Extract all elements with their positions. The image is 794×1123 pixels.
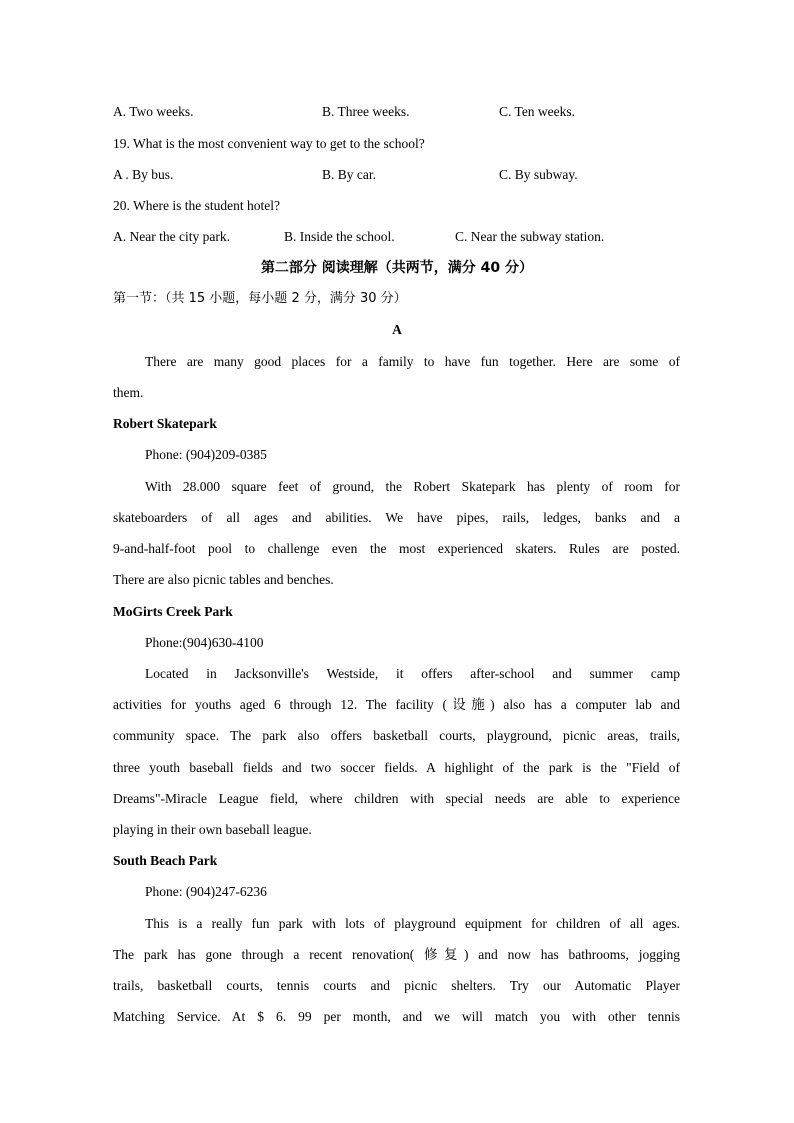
park-text-line: Matching Service. At $ 6. 99 per month, and we will match you with other tennis	[113, 1009, 680, 1024]
park-text-line: With 28.000 square feet of ground, the Robert Skatepark has plenty of room for	[145, 479, 680, 494]
park-text-line: trails, basketball courts, tennis courts and picnic shelters. Try our Automatic Player	[113, 978, 680, 993]
q19-option-c: C. By subway.	[499, 167, 578, 182]
park-text-line: This is a really fun park with lots of playground equipment for children of all ages.	[145, 916, 680, 931]
q19-option-b: B. By car.	[322, 167, 376, 182]
q20-question: 20. Where is the student hotel?	[113, 198, 280, 213]
q18-option-b: B. Three weeks.	[322, 104, 410, 119]
park-phone: Phone: (904)209-0385	[145, 447, 267, 462]
park-phone: Phone:(904)630-4100	[145, 635, 264, 650]
q19-question: 19. What is the most convenient way to get to the school?	[113, 136, 425, 151]
park-text-line: playing in their own baseball league.	[113, 822, 312, 837]
park-text-line: three youth baseball fields and two soccer fields. A highlight of the park is the "Field of	[113, 760, 680, 775]
park-phone: Phone: (904)247-6236	[145, 884, 267, 899]
q18-option-c: C. Ten weeks.	[499, 104, 576, 119]
intro-line: There are many good places for a family to have fun together. Here are some of	[145, 354, 680, 369]
park-name: South Beach Park	[113, 853, 218, 868]
park-name: MoGirts Creek Park	[113, 604, 233, 619]
intro-line: them.	[113, 385, 144, 400]
park-text-line: skateboarders of all ages and abilities. We have pipes, rails, ledges, banks and a	[113, 510, 680, 525]
q19-option-a: A . By bus.	[113, 167, 174, 182]
q20-option-c: C. Near the subway station.	[455, 229, 605, 244]
park-text-line: There are also picnic tables and benches.	[113, 572, 334, 587]
park-text-line: community space. The park also offers basketball courts, playground, picnic areas, trails,	[113, 728, 680, 743]
park-text-line: Located in Jacksonville's Westside, it offers after-school and summer camp	[145, 666, 680, 681]
part2-title: 第二部分 阅读理解（共两节，满分 40 分）	[260, 260, 534, 276]
park-text-line: The park has gone through a recent renovation( 修复) and now has bathrooms, jogging	[113, 947, 680, 962]
passage-label: A	[392, 322, 402, 337]
park-name: Robert Skatepark	[113, 416, 217, 431]
q20-option-b: B. Inside the school.	[284, 229, 395, 244]
park-text-line: activities for youths aged 6 through 12. The facility (设施) also has a computer lab and	[113, 697, 680, 712]
q20-option-a: A. Near the city park.	[113, 229, 230, 244]
q18-option-a: A. Two weeks.	[113, 104, 194, 119]
park-text-line: 9-and-half-foot pool to challenge even the most experienced skaters. Rules are posted.	[113, 541, 680, 556]
park-text-line: Dreams"-Miracle League field, where children with special needs are able to experience	[113, 791, 680, 806]
section1-title: 第一节：（共 15 小题，每小题 2 分，满分 30 分）	[113, 291, 407, 306]
